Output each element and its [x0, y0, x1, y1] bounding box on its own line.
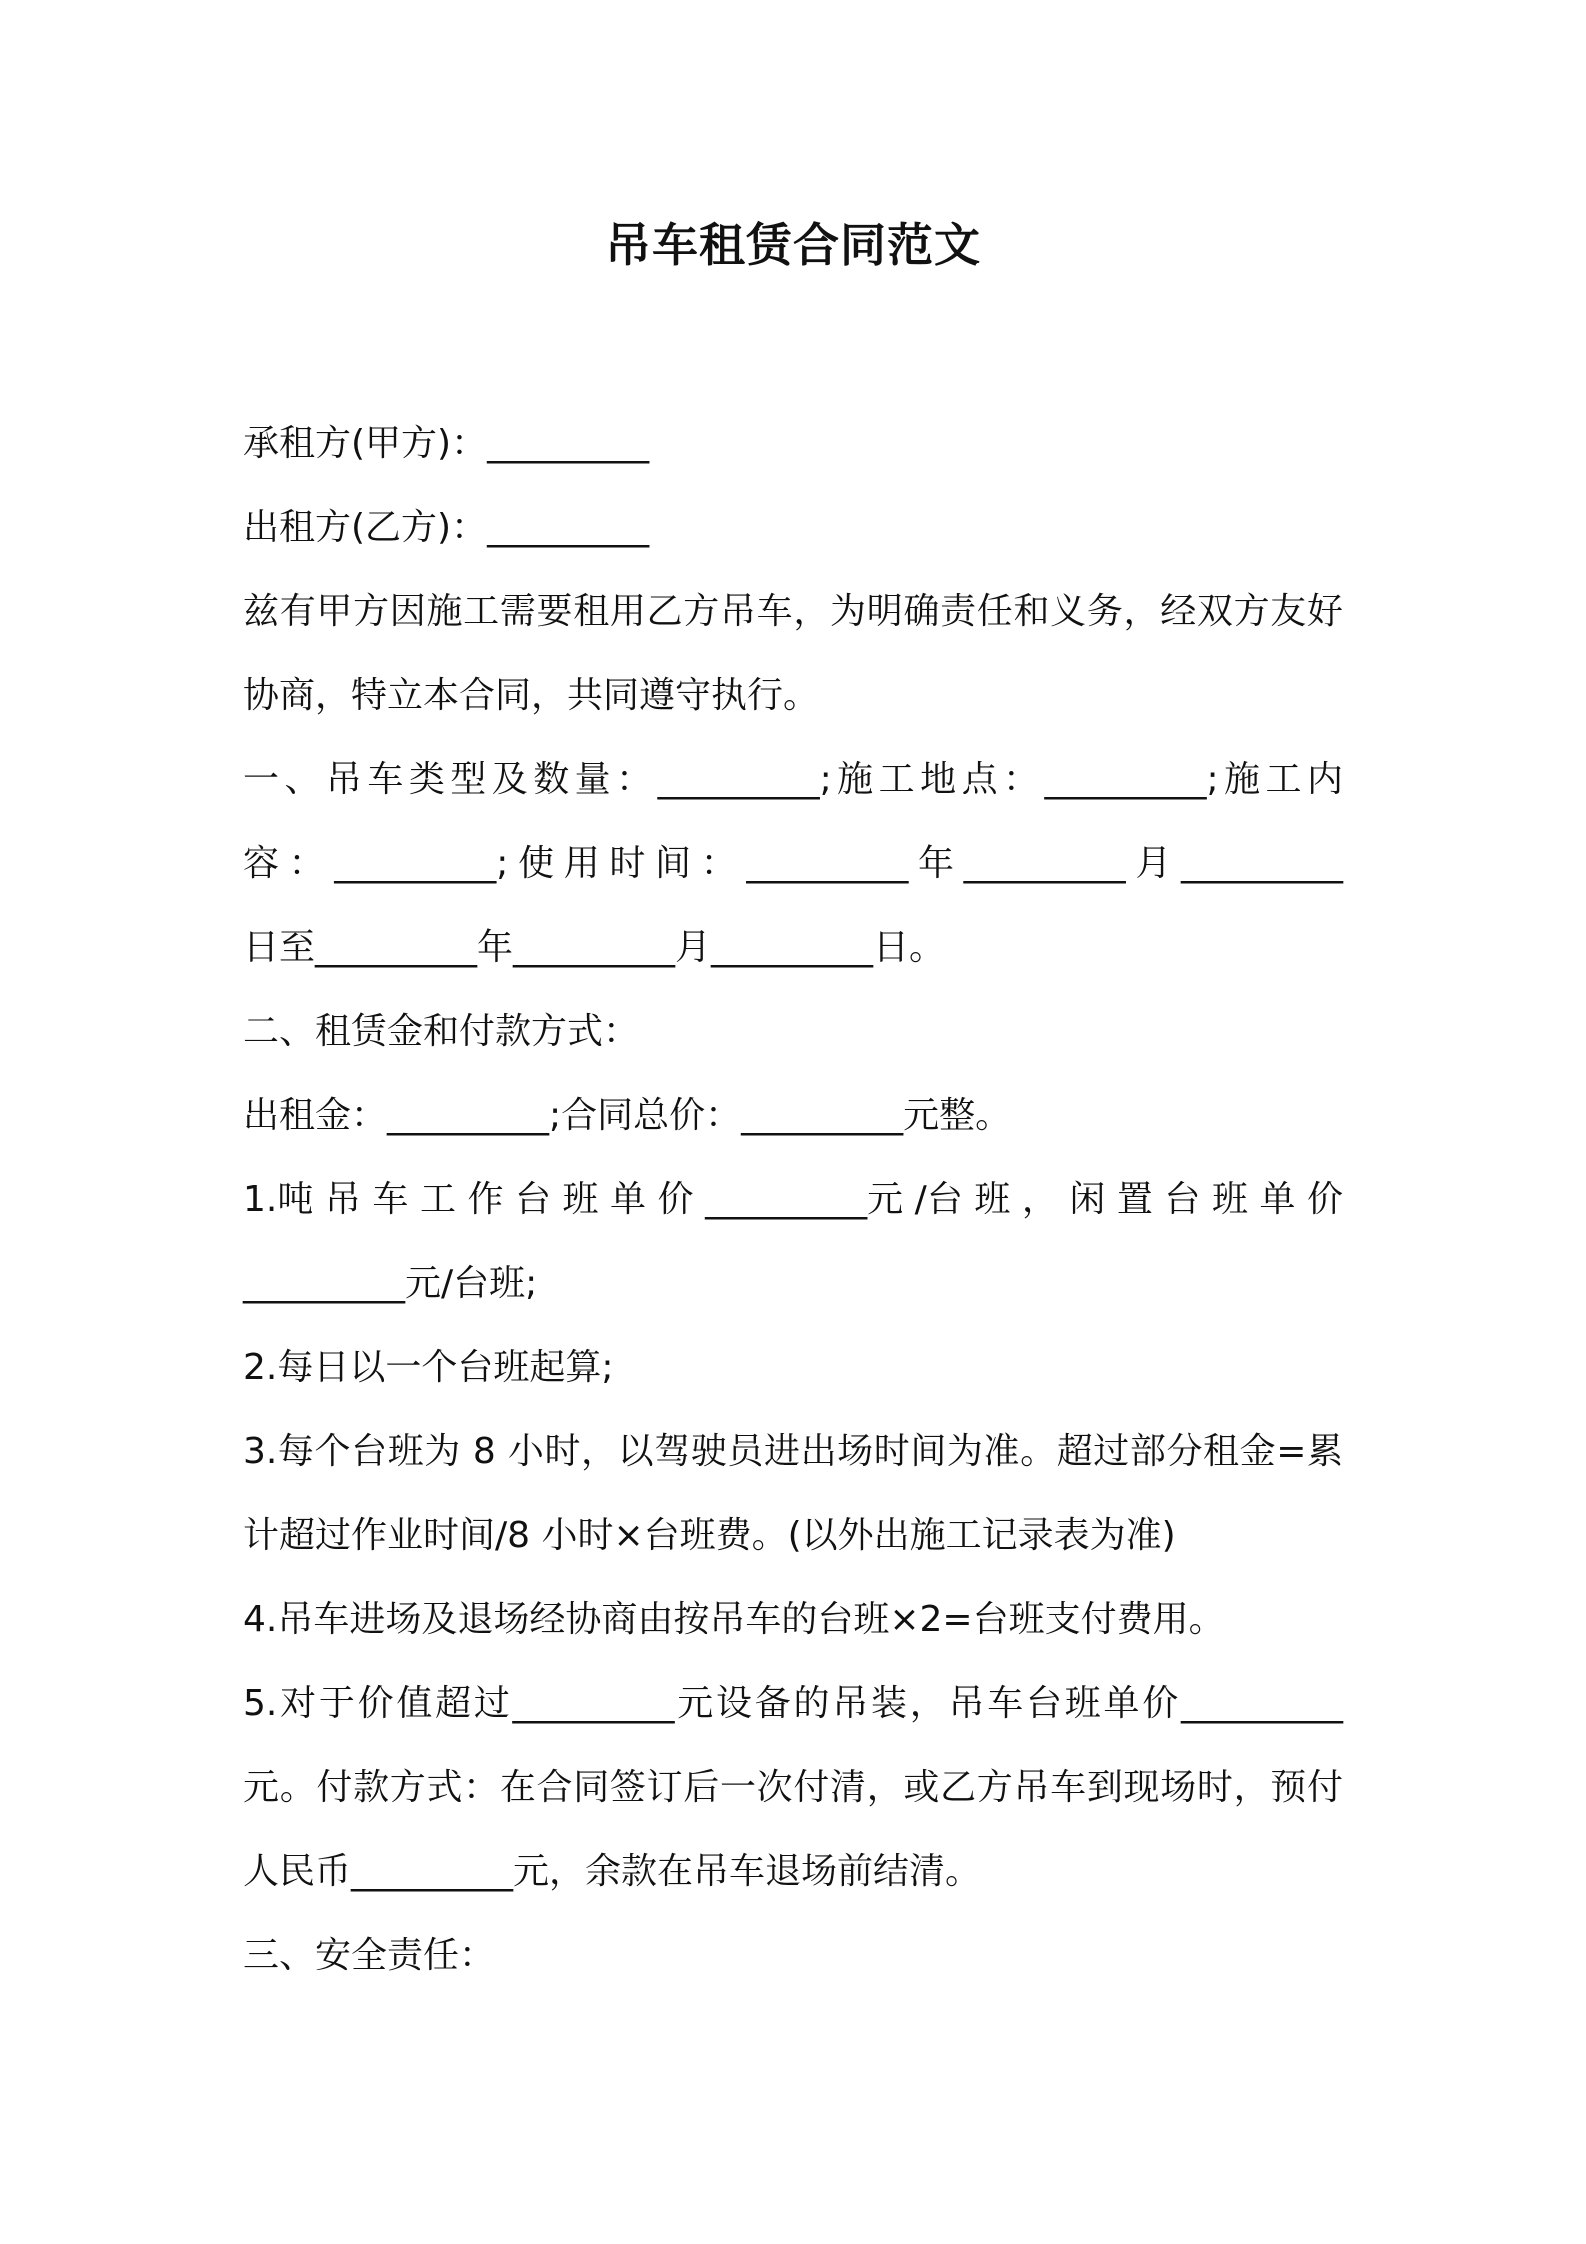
item-1-line-2: _________元/台班; [243, 1263, 538, 1304]
lessee-line: 承租方(甲方)：_________ [243, 423, 650, 464]
lessor-line: 出租方(乙方)：_________ [243, 507, 650, 548]
section-1-line-1: 一、吊车类型及数量：_________;施工地点：_________;施工内 [243, 759, 1343, 800]
section-1-line-2: 容：_________;使用时间：_________年_________月_________ [243, 843, 1343, 884]
item-2-line: 2.每日以一个台班起算; [243, 1347, 614, 1388]
preamble-line-2: 协商，特立本合同，共同遵守执行。 [243, 675, 820, 716]
section-2-heading: 二、租赁金和付款方式： [243, 1011, 640, 1052]
item-5-line-2: 元。付款方式：在合同签订后一次付清，或乙方吊车到现场时，预付 [243, 1767, 1343, 1808]
document-body [243, 402, 1343, 1998]
item-5-line-1: 5.对于价值超过_________元设备的吊装，吊车台班单价_________ [243, 1683, 1343, 1724]
item-5-line-3: 人民币_________元，余款在吊车退场前结清。 [243, 1851, 982, 1892]
item-3-line-1: 3.每个台班为 8 小时，以驾驶员进出场时间为准。超过部分租金=累 [243, 1431, 1343, 1472]
item-4-line: 4.吊车进场及退场经协商由按吊车的台班×2=台班支付费用。 [243, 1599, 1225, 1640]
preamble-line-1: 兹有甲方因施工需要租用乙方吊车，为明确责任和义务，经双方友好 [243, 591, 1343, 632]
document-title: 吊车租赁合同范文 [605, 218, 981, 272]
rent-line: 出租金：_________;合同总价：_________元整。 [243, 1095, 1012, 1136]
item-3-line-2: 计超过作业时间/8 小时×台班费。(以外出施工记录表为准) [243, 1515, 1176, 1556]
section-1-line-3: 日至_________年_________月_________日。 [243, 927, 945, 968]
item-1-line-1: 1.吨 吊 车 工 作 台 班 单 价 _________元 /台 班 ， 闲 置 台 班 单 价 [243, 1179, 1343, 1220]
section-3-heading: 三、安全责任： [243, 1935, 496, 1976]
